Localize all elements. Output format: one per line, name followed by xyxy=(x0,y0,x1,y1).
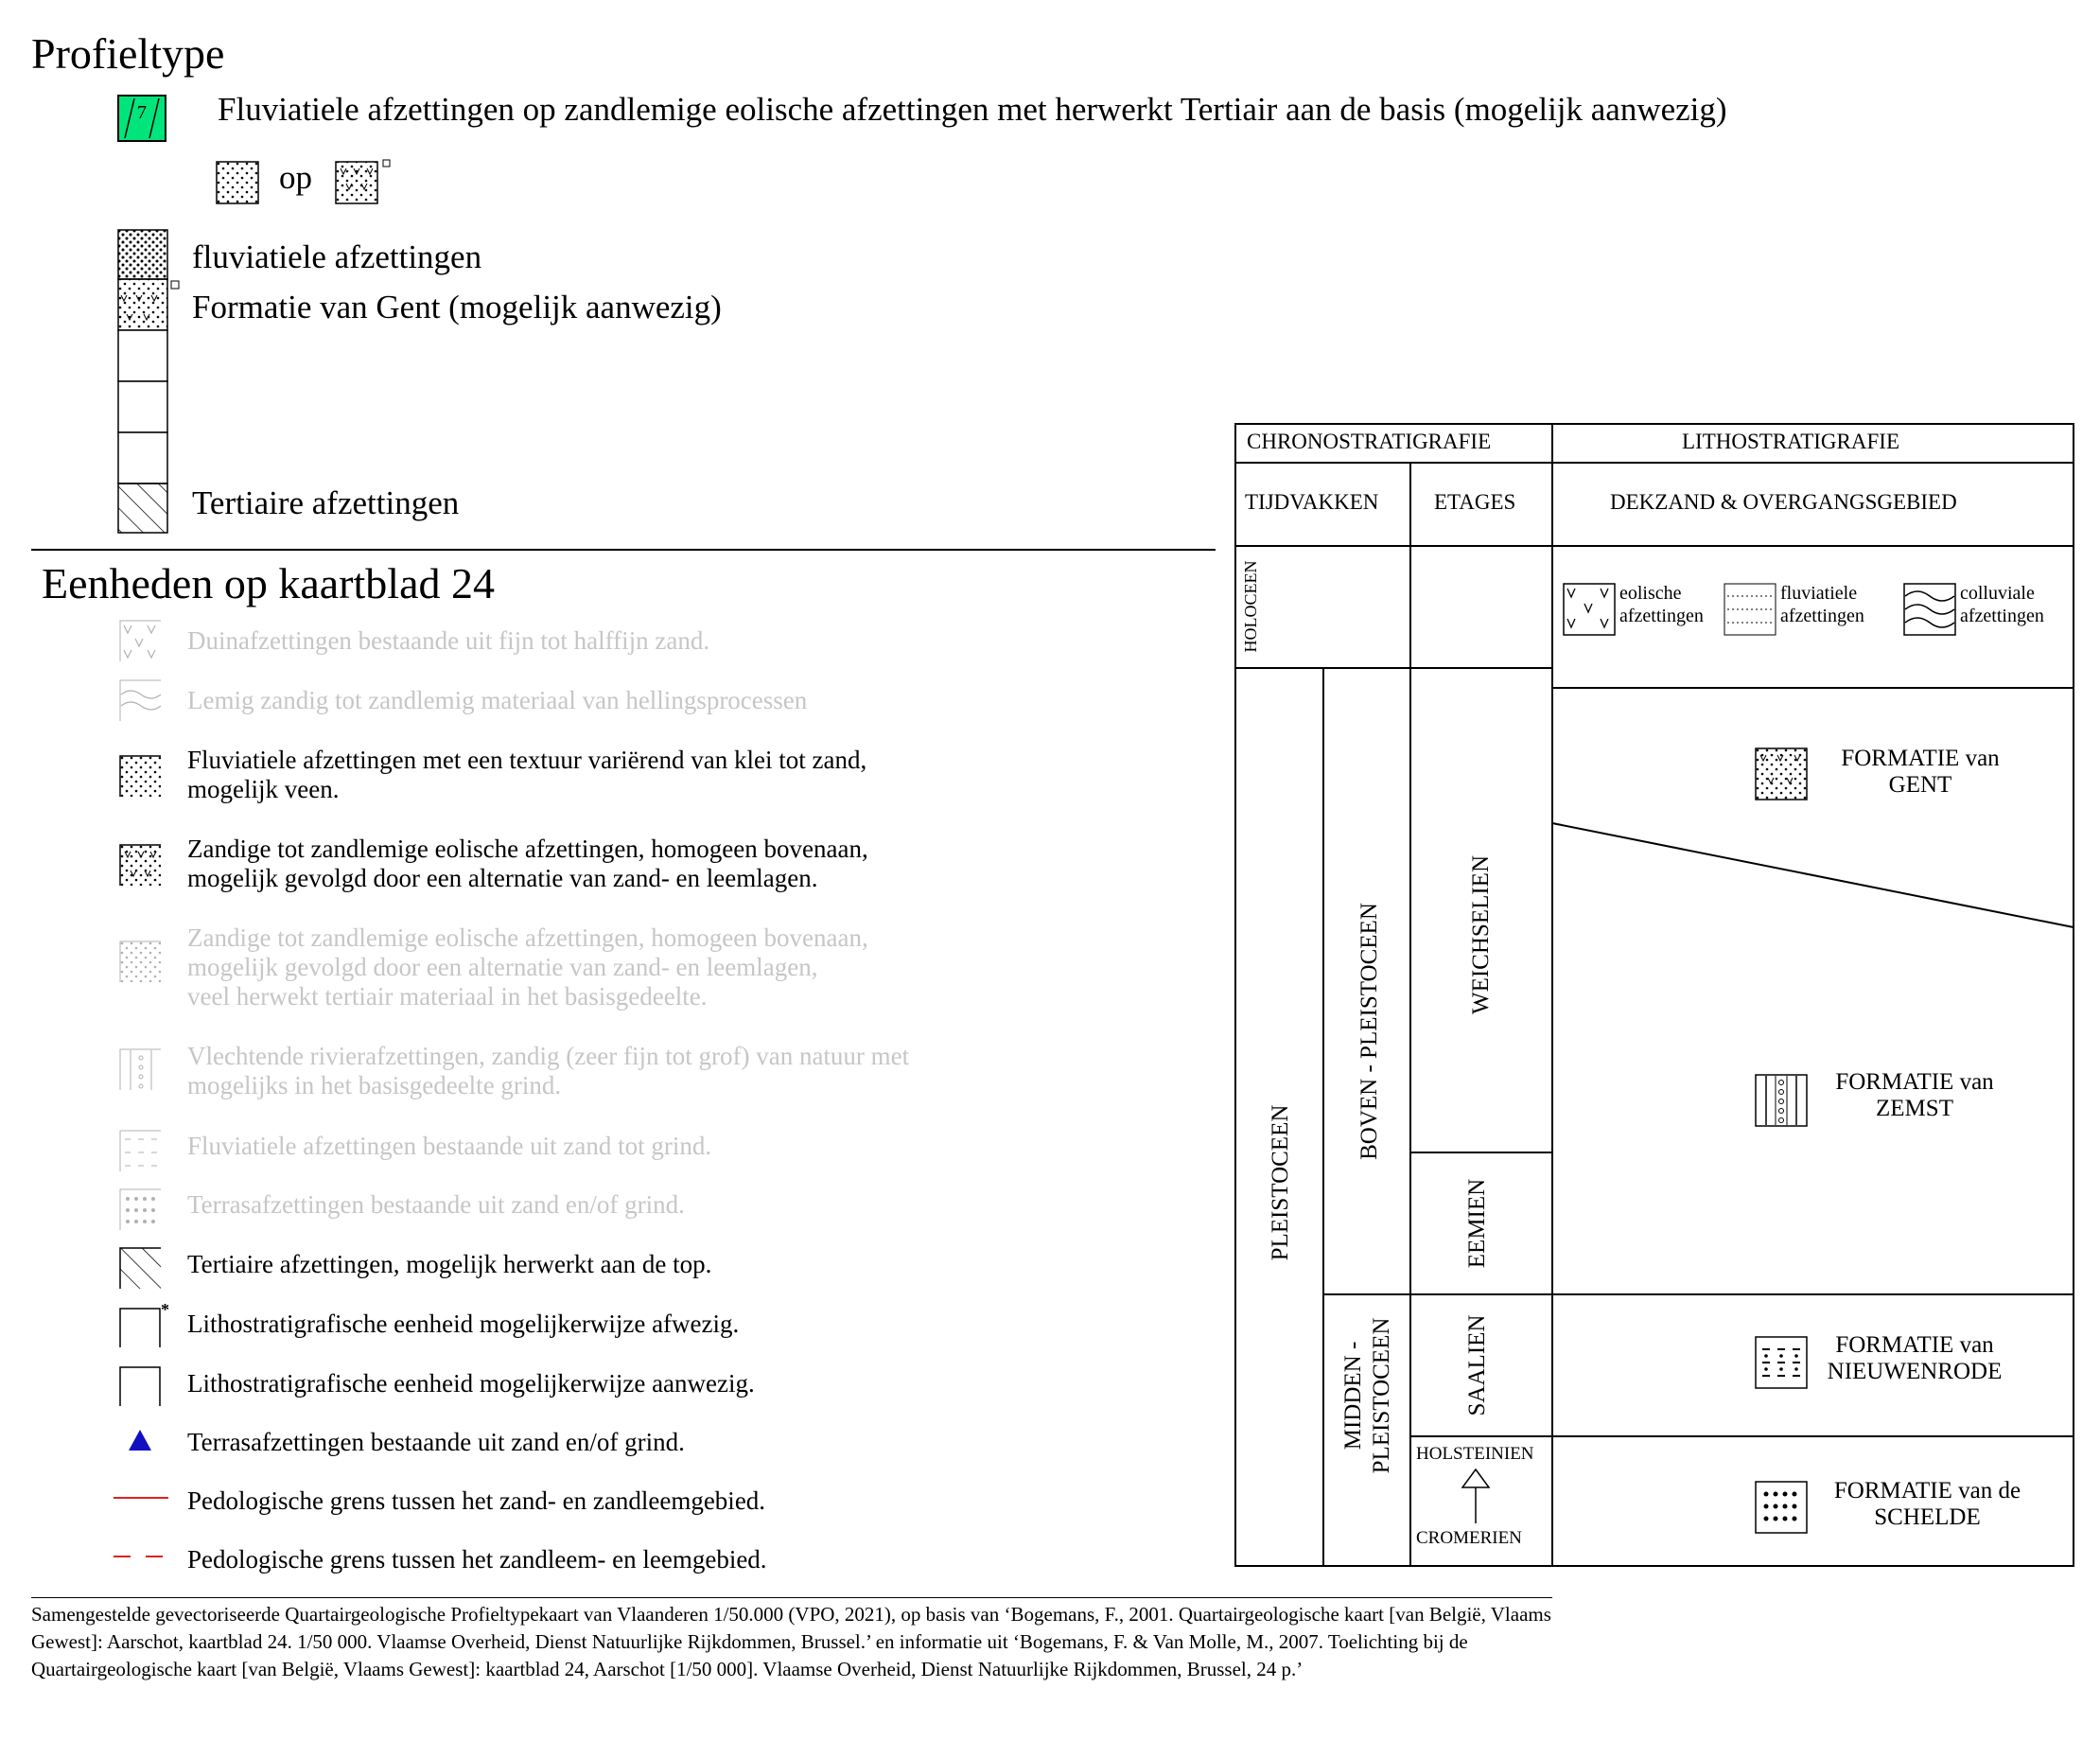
midden-line-1: MIDDEN - xyxy=(1340,1341,1366,1451)
legend-fluvial-1: fluviatiele xyxy=(1780,583,1858,604)
profile-op: op xyxy=(279,159,312,196)
col-tijdvakken: TIJDVAKKEN xyxy=(1245,490,1379,514)
fluvial-legend-icon xyxy=(1724,583,1776,636)
holsteinien-label: HOLSTEINIEN xyxy=(1416,1444,1534,1464)
unit-tertiary-text: Tertiaire afzettingen, mogelijk herwerkt aan de top. xyxy=(187,1250,712,1278)
litho-header: LITHOSTRATIGRAFIE xyxy=(1682,430,1899,453)
formation-nieuwenrode-2: NIEUWENRODE xyxy=(1827,1359,2003,1384)
profile-description: Fluviatiele afzettingen op zandlemige eolische afzettingen met herwerkt Tertiair aan de basis (mogelijk aanwezig) xyxy=(218,91,1727,128)
reference-text: Samengestelde gevectoriseerde Quartairgeologische Profieltypekaart van Vlaanderen 1/50.000 (VPO, 2021), op basis van ‘Bogemans, F., 2001. Quartairgeologische kaart [van België, Vlaams Gewest]: Aarschot, kaartblad 24. 1/50 000. Vlaamse Overheid, Dienst Natuurlijke Rijkdommen, Brussel.’ en informatie uit ‘Bogemans, F. & Van Molle, M., 2007. Toelichting bij de Quartairgeologische kaart [van België, Vlaams Gewest]: kaartblad 24, Aarschot [1/50 000]. Vlaamse Overheid, Dienst Natuurlijke Rijkdommen, Brussel, 24 p.’ xyxy=(31,1603,1551,1680)
unit-dune-text: Duinafzettingen bestaande uit fijn tot halffijn zand. xyxy=(187,626,710,655)
legend-eolian-1: eolische xyxy=(1619,583,1682,604)
column-label-gent: Formatie van Gent (mogelijk aanwezig) xyxy=(192,289,722,325)
col-etages: ETAGES xyxy=(1434,490,1516,514)
unit-colluvial-text: Lemig zandig tot zandlemig materiaal van hellingsprocessen xyxy=(187,686,808,714)
unit-terrace-point-text: Terrasafzettingen bestaande uit zand en/of grind. xyxy=(187,1428,685,1456)
colluvial-legend-icon xyxy=(1903,583,1956,636)
unit-sand-boundary-text: Pedologische grens tussen het zand- en zandleemgebied. xyxy=(187,1486,766,1515)
column-label-fluviatiel: fluviatiele afzettingen xyxy=(192,238,482,275)
eemien-label: EEMIEN xyxy=(1464,1178,1490,1269)
gent-formation-icon xyxy=(1755,747,1808,800)
midden-line-2: PLEISTOCEEN xyxy=(1369,1317,1394,1474)
unit-braided-text: Vlechtende rivierafzettingen, zandig (zeer fijn tot grof) van natuur met mogelijks in het basisgedeelte grind. xyxy=(187,1042,910,1099)
profile-code: 7 xyxy=(137,102,147,123)
holoceen-label: HOLOCEEN xyxy=(1241,560,1260,653)
unit-terrace-text: Terrasafzettingen bestaande uit zand en/of grind. xyxy=(187,1190,685,1219)
legend-colluvial-2: afzettingen xyxy=(1960,606,2044,626)
legend-colluvial-1: colluviale xyxy=(1960,583,2035,604)
chrono-header: CHRONOSTRATIGRAFIE xyxy=(1247,430,1492,453)
unit-fluvial-gravel-text: Fluviatiele afzettingen bestaande uit zand tot grind. xyxy=(187,1132,712,1160)
formation-schelde-1: FORMATIE van de xyxy=(1833,1478,2021,1504)
units-heading: Eenheden op kaartblad 24 xyxy=(42,559,495,607)
profile-heading: Profieltype xyxy=(31,29,225,78)
schelde-formation-icon xyxy=(1755,1481,1808,1534)
formation-zemst-2: ZEMST xyxy=(1876,1096,1953,1121)
unit-fluvial-text: Fluviatiele afzettingen met een textuur variërend van klei tot zand, mogelijk veen. xyxy=(187,746,867,803)
unit-loam-boundary-text: Pedologische grens tussen het zandleem- en leemgebied. xyxy=(187,1545,767,1574)
formation-gent-1: FORMATIE van xyxy=(1841,746,2000,771)
midden-pleistoceen-label xyxy=(1339,1318,1396,1474)
column-label-tertiair: Tertiaire afzettingen xyxy=(192,484,460,521)
formation-gent xyxy=(1816,746,2024,799)
cromerien-label: CROMERIEN xyxy=(1416,1528,1522,1548)
unit-present-text: Lithostratigrafische eenheid mogelijkerwijze aanwezig. xyxy=(187,1369,755,1398)
formation-zemst xyxy=(1811,1069,2019,1122)
weichselien-label: WEICHSELIEN xyxy=(1468,854,1494,1015)
nieuwenrode-formation-icon xyxy=(1755,1336,1808,1389)
zemst-formation-icon xyxy=(1755,1074,1808,1127)
formation-nieuwenrode-1: FORMATIE van xyxy=(1835,1332,1994,1358)
col-dekzand: DEKZAND & OVERGANGSGEBIED xyxy=(1610,490,1957,514)
boven-pleistoceen-label: BOVEN - PLEISTOCEEN xyxy=(1356,903,1382,1160)
formation-gent-2: GENT xyxy=(1888,772,1952,798)
reference-divider xyxy=(31,1597,1552,1598)
formation-schelde-2: SCHELDE xyxy=(1874,1504,1981,1530)
pleistoceen-label: PLEISTOCEEN xyxy=(1268,1104,1293,1261)
formation-nieuwenrode xyxy=(1811,1332,2019,1385)
saalien-label: SAALIEN xyxy=(1464,1314,1490,1416)
unit-eolian-reworked-text: Zandige tot zandlemige eolische afzettingen, homogeen bovenaan, mogelijk gevolgd door een alternatie van zand- en leemlagen, veel herwekt tertiair materiaal in het basisgedeelte. xyxy=(187,923,868,1011)
formation-schelde xyxy=(1816,1478,2039,1531)
formation-zemst-1: FORMATIE van xyxy=(1835,1069,1994,1095)
absent-marker: * xyxy=(161,1300,169,1319)
unit-eolian-text: Zandige tot zandlemige eolische afzettingen, homogeen bovenaan, mogelijk gevolgd door een alternatie van zand- en leemlagen. xyxy=(187,835,868,892)
unit-absent-text: Lithostratigrafische eenheid mogelijkerwijze afwezig. xyxy=(187,1310,740,1338)
eolian-legend-icon xyxy=(1563,583,1616,636)
legend-eolian-2: afzettingen xyxy=(1619,606,1704,626)
legend-fluvial-2: afzettingen xyxy=(1780,606,1864,626)
